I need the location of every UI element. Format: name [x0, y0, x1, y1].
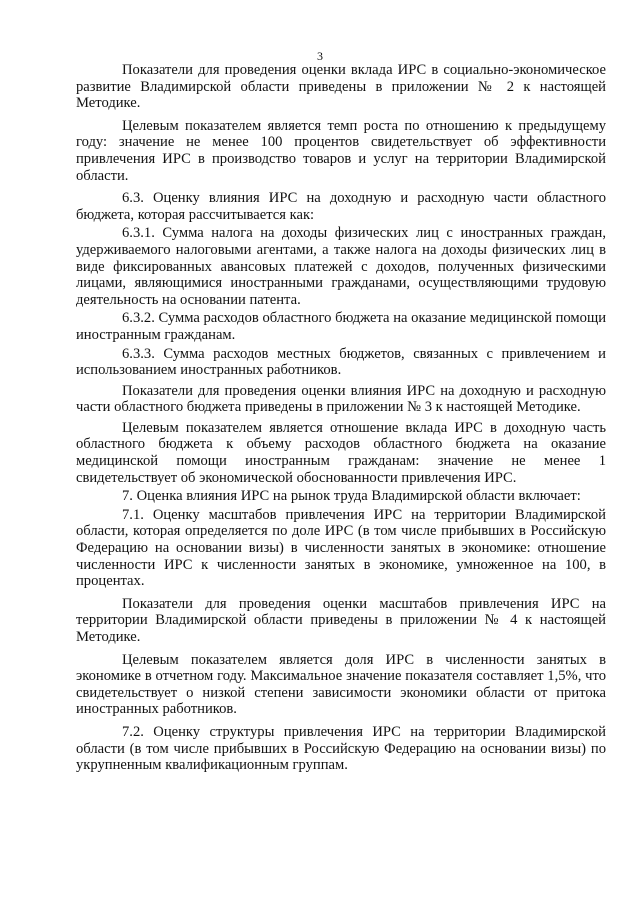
paragraph: 6.3. Оценку влияния ИРС на доходную и расходную части областного бюджета, которая рассчитывается как: — [76, 190, 606, 223]
paragraph: Показатели для проведения оценки влияния ИРС на доходную и расходную части областного бюджета приведены в приложении № 3 к настоящей Методике. — [76, 382, 606, 416]
paragraph: 6.3.2. Сумма расходов областного бюджета на оказание медицинской помощи иностранным гражданам. — [76, 310, 606, 343]
paragraph: Целевым показателем является доля ИРС в численности занятых в экономике в отчетном году. Максимальное значение показателя составляет 1,5%, что свидетельствует о низкой степени зависимости экономики области от притока иностранных работников. — [76, 651, 606, 718]
section-heading: 7. Оценка влияния ИРС на рынок труда Владимирской области включает: — [122, 488, 581, 505]
paragraph: Целевым показателем является темп роста по отношению к предыдущему году: значение не менее 100 процентов свидетельствует об эффективности привлечения ИРС в производство товаров и услуг на территории Владимирской области. — [76, 117, 606, 184]
paragraph: 6.3.1. Сумма налога на доходы физических лиц с иностранных граждан, удерживаемого налоговыми агентами, а также налога на доходы физических лиц в виде фиксированных авансовых платежей с доходов, полученных физическими лицами, являющимися иностранными гражданами, осуществляющими трудовую деятельность на основании патента. — [76, 225, 606, 308]
page-number: 3 — [317, 49, 323, 63]
paragraph: 7.2. Оценку структуры привлечения ИРС на территории Владимирской области (в том числе прибывших в Российскую Федерацию на основании визы) по укрупненным квалификационным группам. — [76, 723, 606, 774]
document-body — [76, 62, 606, 774]
paragraph: Целевым показателем является отношение вклада ИРС в доходную часть областного бюджета к объему расходов областного бюджета на оказание медицинской помощи иностранным гражданам: значение не менее 1 свидетельствует об экономической обоснованности привлечения ИРС. — [76, 419, 606, 486]
paragraph: Показатели для проведения оценки вклада ИРС в социально-экономическое развитие Владимирской области приведены в приложении № 2 к настоящей Методике. — [76, 62, 606, 112]
paragraph: 7.1. Оценку масштабов привлечения ИРС на территории Владимирской области, которая определяется по доле ИРС (в том числе прибывших в Российскую Федерацию на основании визы) в численности занятых в экономике: отношение численности ИРС к численности занятых в экономике, умноженное на 100, в процентах. — [76, 506, 606, 590]
paragraph: 6.3.3. Сумма расходов местных бюджетов, связанных с привлечением и использованием иностранных работников. — [76, 345, 606, 379]
paragraph: Показатели для проведения оценки масштабов привлечения ИРС на территории Владимирской области приведены в приложении № 4 к настоящей Методике. — [76, 595, 606, 645]
